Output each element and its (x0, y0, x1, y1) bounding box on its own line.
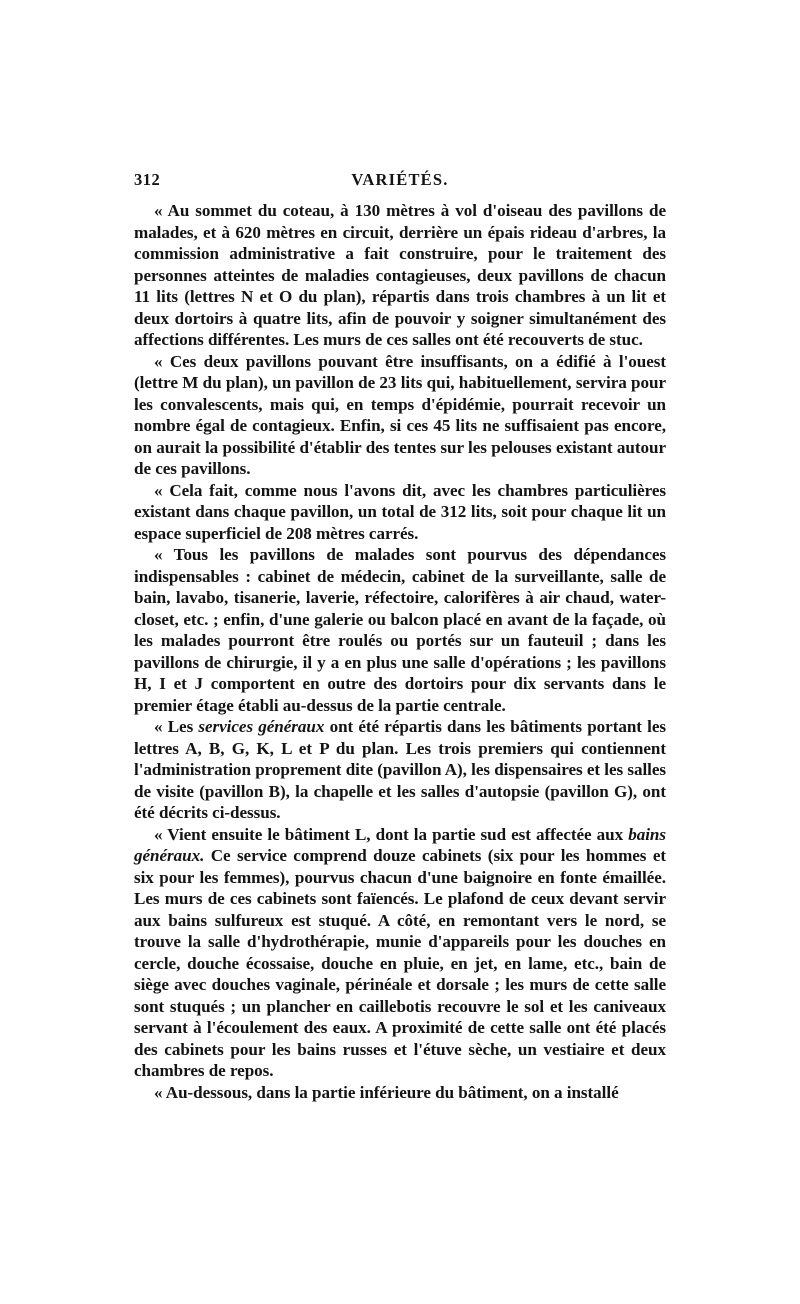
running-head (134, 168, 666, 196)
paragraph-dependencies: « Tous les pavillons de malades sont pourvus des dépendances indispensables : cabinet de médecin, cabinet de la surveillante, salle de bain, lavabo, tisanerie, laverie, réfectoire, calorifères à air chaud, water-closet, etc. ; enfin, d'une galerie ou balcon placé en avant de la façade, où les malades pourront être roulés ou portés sur un fauteuil ; dans les pavillons de chirurgie, il y a en plus une salle d'opérations ; les pavillons H, I et J comportent en outre des dortoirs pour dix servants dans le premier étage établi au-dessus de la partie centrale. (134, 545, 666, 715)
paragraph-general-services (134, 716, 666, 824)
running-title: VARIÉTÉS. (351, 170, 449, 189)
paragraph-isolation-pavilions: « Au sommet du coteau, à 130 mètres à vol d'oiseau des pavillons de malades, et à 620 mètres en circuit, derrière un épais rideau d'arbres, la commission administrative a fait construire, pour le traitement des personnes atteintes de maladies contagieuses, deux pavillons de chacun 11 lits (lettres N et O du plan), répartis dans trois chambres à un lit et deux dortoirs à quatre lits, afin de pouvoir y soigner simultanément des affections différentes. Les murs de ces salles ont été recouverts de stuc. (134, 201, 666, 349)
paragraph-general-services-lead: « Les (154, 717, 199, 736)
paragraph-bed-total: « Cela fait, comme nous l'avons dit, avec les chambres particulières existant dans chaque pavillon, un total de 312 lits, soit pour chaque lit un espace superficiel de 208 mètres carrés. (134, 480, 666, 543)
paragraph-lower-floor: « Au-dessous, dans la partie inférieure du bâtiment, on a installé (154, 1082, 619, 1102)
paragraph-general-services-body: ont été répartis dans les bâtiments portant les lettres A, B, G, K, L et P du plan. Les trois premiers qui contiennent l'administration proprement dite (pavillon A), les dispensaires et les salles de visite (pavillon B), la chapelle et les salles d'autopsie (pavillon G), ont été décrits ci-dessus. (134, 717, 666, 822)
book-page (134, 168, 666, 1103)
paragraph-general-baths (134, 824, 666, 1082)
paragraph-general-baths-lead: « Vient ensuite le bâtiment L, dont la partie sud est affectée aux (154, 824, 629, 844)
paragraph-general-services-emphasis: services généraux (198, 717, 325, 736)
paragraph-general-baths-body: Ce service comprend douze cabinets (six pour les hommes et six pour les femmes), pourvus chacun d'une baignoire en fonte émaillée. Les murs de ces cabinets sont faïencés. Le plafond de ceux devant servir aux bains sulfureux est stuqué. A côté, en remontant vers le nord, se trouve la salle d'hydrothérapie, munie d'appareils pour les douches en cercle, douche écossaise, douche en pluie, en jet, en lame, etc., bain de siège avec douches vaginale, périnéale et dorsale ; les murs de cette salle sont stuqués ; un plancher en caillebotis recouvre le sol et les caniveaux servant à l'écoulement des eaux. A proximité de cette salle ont été placés des cabinets pour les bains russes et l'étuve sèche, un vestiaire et deux chambres de repos. (134, 846, 666, 1080)
page-number: 312 (134, 170, 161, 189)
paragraph-convalescent-pavilion: « Ces deux pavillons pouvant être insuffisants, on a édifié à l'ouest (lettre M du plan), un pavillon de 23 lits qui, habituellement, servira pour les convalescents, mais qui, en temps d'épidémie, pourrait recevoir un nombre égal de contagieux. Enfin, si ces 45 lits ne suffisaient pas encore, on aurait la possibilité d'établir des tentes sur les pelouses existant autour de ces pavillons. (134, 351, 666, 478)
paragraph-general-baths-emphasis: bains généraux. (134, 824, 666, 865)
